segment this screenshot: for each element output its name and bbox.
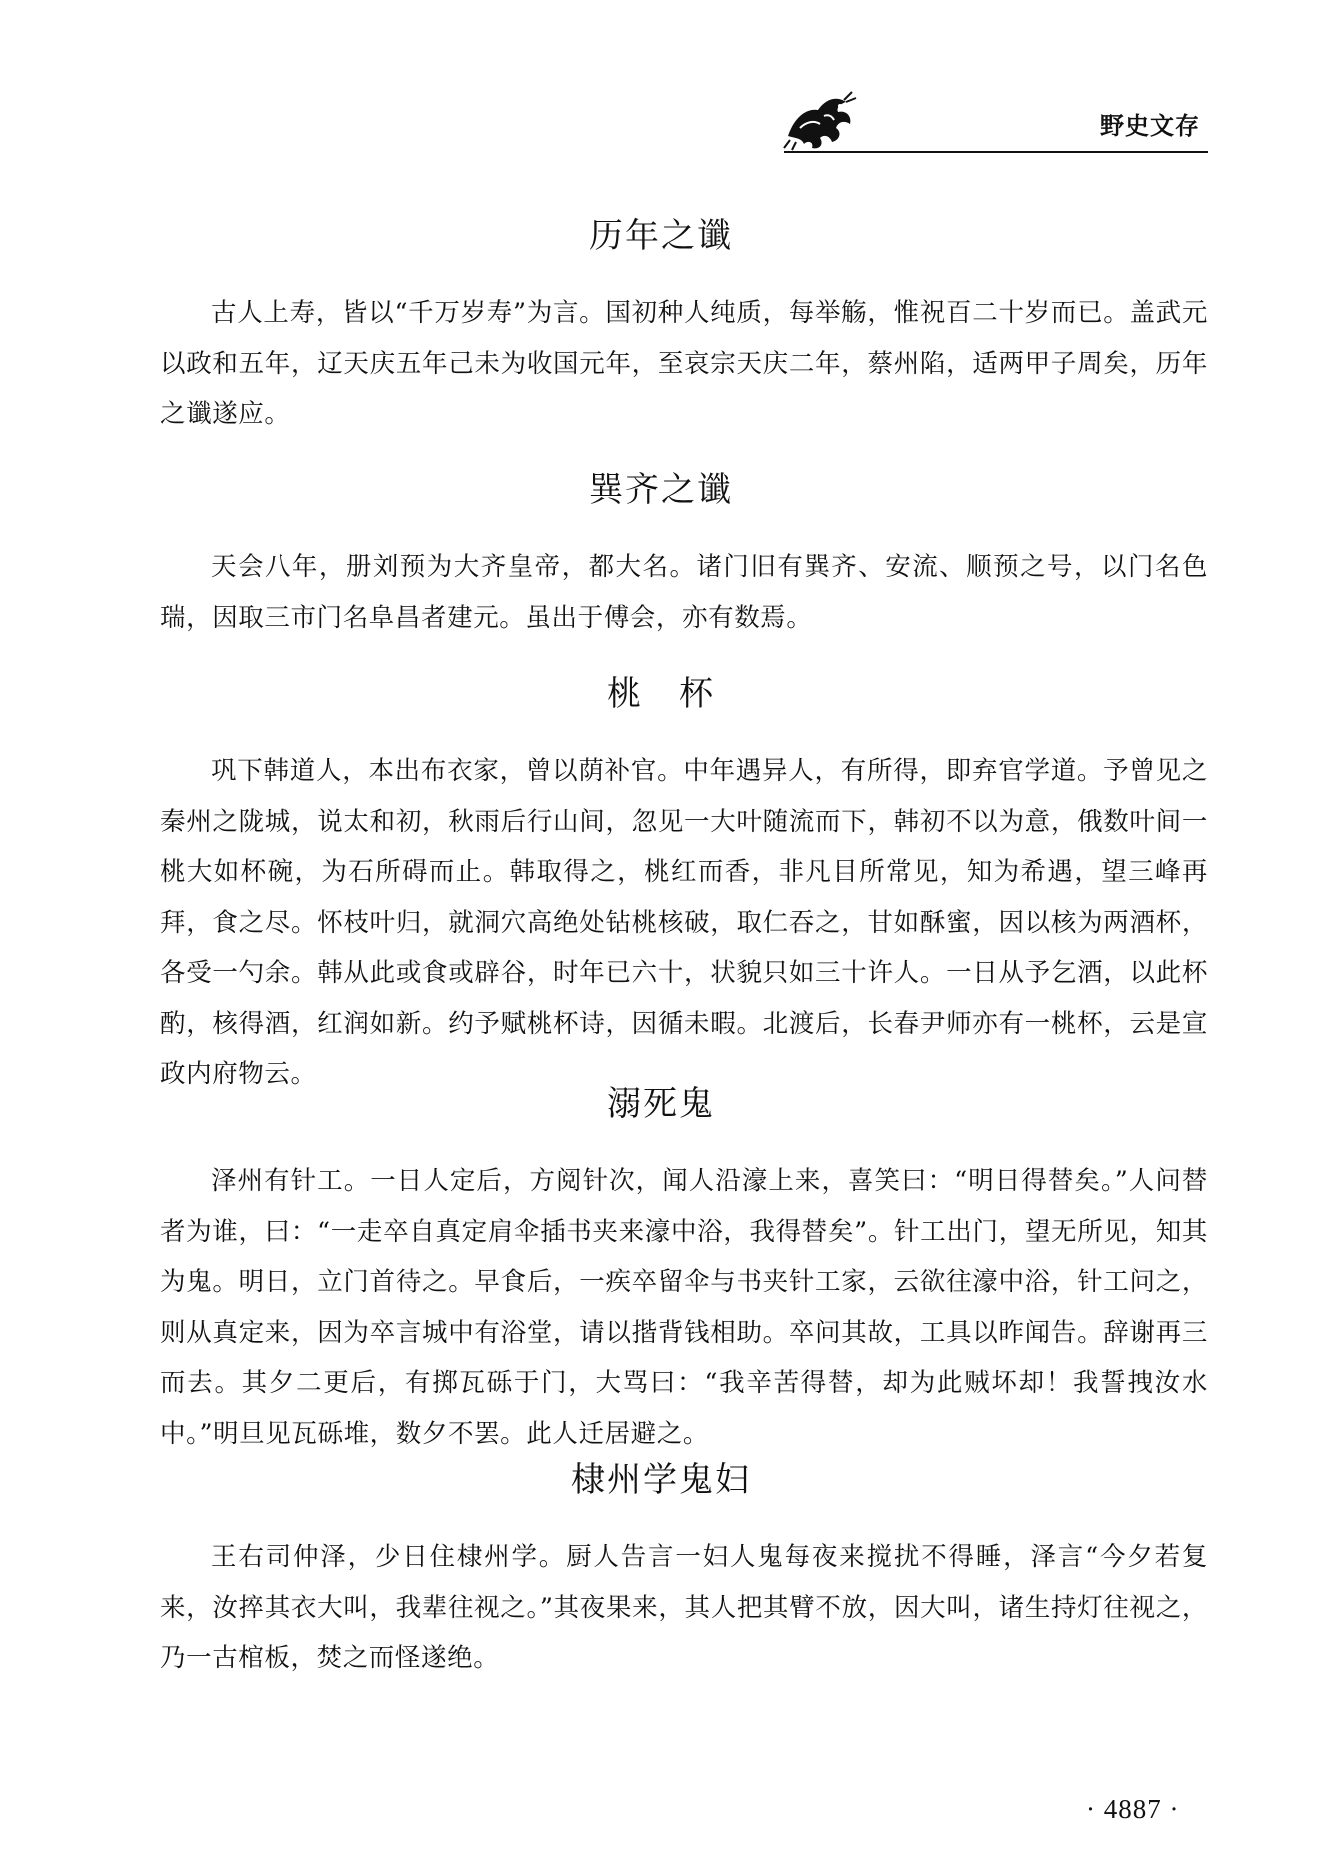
article-body: 巩下韩道人，本出布衣家，曾以荫补官。中年遇异人，有所得，即弃官学道。予曾见之秦州之陇城，说太和初，秋雨后行山间，忽见一大叶随流而下，韩初不以为意，俄数叶间一桃大如杯碗，为石所碍而止。韩取得之，桃红而香，非凡目所常见，知为希遇，望三峰再拜，食之尽。怀枝叶归，就洞穴高绝处钻桃核破，取仁吞之，甘如酥蜜，因以核为两酒杯，各受一勺余。韩从此或食或辟谷，时年已六十，状貌只如三十许人。一日从予乞酒，以此杯酌，核得酒，红润如新。约予赋桃杯诗，因循未暇。北渡后，长春尹师亦有一桃杯，云是宣政内府物云。 [160,756,1208,1089]
header-rule [784,151,1208,153]
dragon-icon [780,88,860,154]
page-number: · 4887 · [1086,1794,1180,1824]
article-body: 天会八年，册刘预为大齐皇帝，都大名。诸门旧有巽齐、安流、顺预之号，以门名色瑞，因取三市门名阜昌者建元。虽出于傅会，亦有数焉。 [160,552,1208,633]
article-title: 巽齐之谶 [589,470,733,510]
running-header [780,88,1208,158]
series-title: 野史文存 [1100,112,1200,140]
article-body: 古人上寿，皆以“千万岁寿”为言。国初种人纯质，每举觞，惟祝百二十岁而已。盖武元以政和五年，辽天庆五年己未为收国元年，至哀宗天庆二年，蔡州陷，适两甲子周矣，历年之谶遂应。 [160,298,1208,429]
article-title: 棣州学鬼妇 [571,1460,751,1500]
article-title: 溺死鬼 [607,1084,715,1124]
article-title: 桃 杯 [607,674,715,714]
article-body: 王右司仲泽，少日住棣州学。厨人告言一妇人鬼每夜来搅扰不得睡，泽言“今夕若复来，汝捽其衣大叫，我辈往视之。”其夜果来，其人把其臂不放，因大叫，诸生持灯往视之，乃一古棺板，焚之而怪遂绝。 [160,1542,1208,1673]
article-body: 泽州有针工。一日人定后，方阅针次，闻人沿濠上来，喜笑曰：“明日得替矣。”人问替者为谁，曰：“一走卒自真定肩伞插书夹来濠中浴，我得替矣”。针工出门，望无所见，知其为鬼。明日，立门首待之。早食后，一疾卒留伞与书夹针工家，云欲往濠中浴，针工问之，则从真定来，因为卒言城中有浴堂，请以揩背钱相助。卒问其故，工具以昨闻告。辞谢再三而去。其夕二更后，有掷瓦砾于门，大骂曰：“我辛苦得替，却为此贼坏却！我誓拽汝水中。”明旦见瓦砾堆，数夕不罢。此人迁居避之。 [160,1166,1208,1449]
article-title: 历年之谶 [589,216,733,256]
